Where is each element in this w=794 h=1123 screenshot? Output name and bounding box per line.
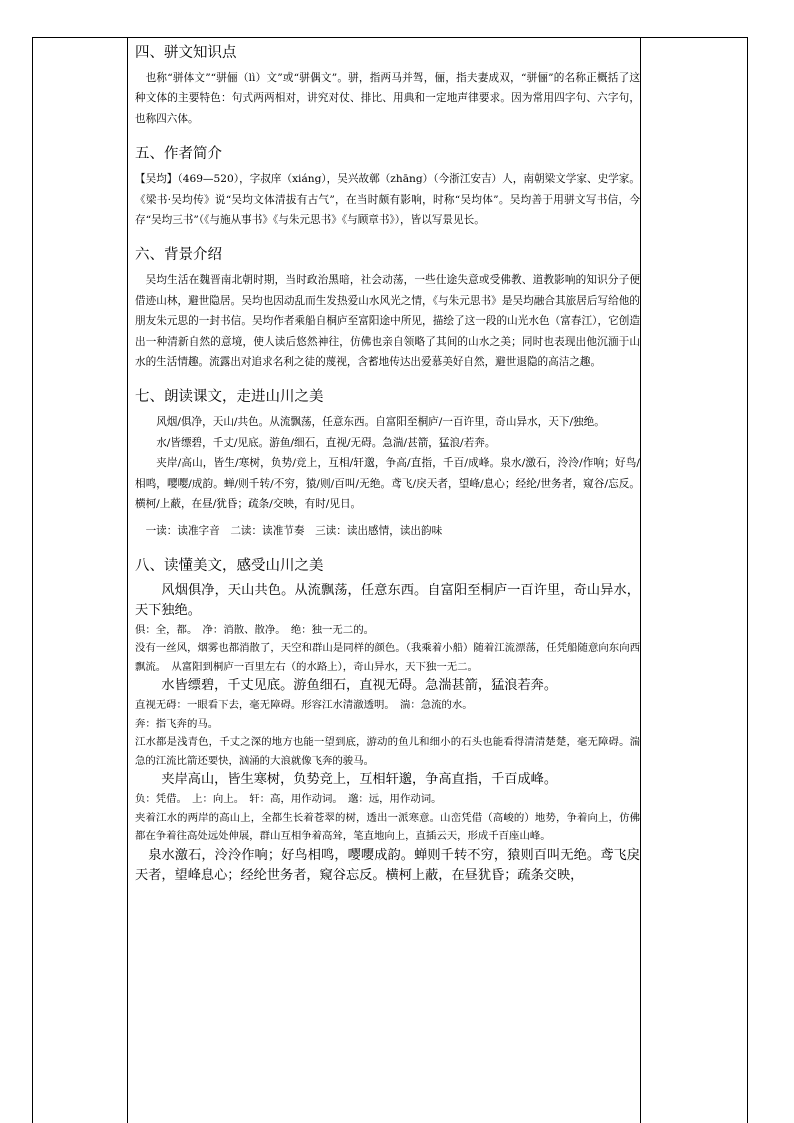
text-paragraph: 风烟/俱净，天山/共色。从流飘荡，任意东西。自富阳至桐庐/一百许里，奇山异水，天下/独绝。 [156, 416, 605, 429]
original-text: 风烟俱净，天山共色。从流飘荡，任意东西。自富阳至桐庐一百许里，奇山异水，天下独绝。 [135, 582, 640, 618]
section-reading-aloud [135, 387, 640, 540]
text-paragraph: 水/皆缥碧，千丈/见底。游鱼/细石，直视/无碍。急湍/甚箭，猛浪/若奔。 [156, 436, 496, 449]
reading-steps: 一读：读准字音 二读：读准节奏 三读：读出感情，读出韵味 [145, 524, 443, 537]
section-heading: 八、读懂美文，感受山川之美 [135, 557, 324, 574]
section-background [135, 245, 640, 372]
table-column-divider-left [127, 37, 128, 1123]
section-body: 吴均生活在魏晋南北朝时期，当时政治黑暗，社会动荡，一些仕途失意或受佛教、道教影响的知识分子便借迹山林，避世隐居。吴均也因动乱而生发热爱山水风光之情，《与朱元思书》是吴均融合其旅居后写给他的朋友朱元思的一封书信。吴均作者乘船自桐庐至富阳途中所见，描绘了这一段的山光水色（富春江），它创造出一种清新自然的意境，使人读后悠然神往，仿佛也亲自领略了其间的山水之美；同时也表现出他沉湎于山水的生活情趣。流露出对追求名利之徒的蔑视，含蓄地传达出爱慕美好自然，避世退隐的高洁之趣。 [135, 274, 640, 369]
section-body: 也称“骈体文”“骈俪（lì）文”或“骈偶文”。骈，指两马并驾，俪，指夫妻成双，“骈俪”的名称正概括了这种文体的主要特色：句式两两相对，讲究对仗、排比、用典和一定地声律要求。因为常用四字句、六字句，也称四六体。 [135, 72, 640, 125]
section-parallel-prose [135, 43, 640, 129]
section-body: 【吴均】（469—520），字叔庠（xiáng），吴兴故鄣（zhāng）（今浙江安吉）人，南朝梁文学家、史学家。《梁书·吴均传》说“吴均文体清拔有古气”，在当时颇有影响，时称“吴均体”。吴均善于用骈文写书信，今存“吴均三书”（《与施从事书》《与朱元思书》《与顾章书》），皆以写景见长。 [135, 173, 640, 227]
annotation: 负：凭借。 上：向上。 轩：高，用作动词。 邈：远，用作动词。 [135, 793, 442, 806]
annotation: 俱：全，都。 净：消散、散净。 绝：独一无二的。 [135, 623, 374, 636]
original-text: 水皆缥碧，千丈见底。游鱼细石，直视无碍。急湍甚箭，猛浪若奔。 [161, 678, 558, 694]
original-text: 夹岸高山，皆生寒树，负势竞上，互相轩邈，争高直指，千百成峰。 [161, 772, 558, 788]
table-column-divider-right [640, 37, 641, 1123]
section-heading: 五、作者简介 [135, 146, 222, 163]
section-heading: 七、朗读课文，走进山川之美 [135, 389, 324, 406]
translation: 江水都是浅青色，千丈之深的地方也能一望到底，游动的鱼儿和细小的石头也能看得清清楚楚，毫无障碍。湍急的江流比箭还要快，汹涌的大浪就像飞奔的骏马。 [135, 736, 640, 767]
section-heading: 四、骈文知识点 [135, 45, 237, 61]
section-understanding [135, 556, 640, 886]
text-paragraph: 夹岸/高山，皆生/寒树，负势/竞上，互相/轩邈，争高/直指，千百/成峰。泉水/激石，泠泠/作响；好鸟/相鸣，嘤嘤/成韵。蝉/则千转/不穷，猿/则/百叫/无绝。鸢飞/戾天者，望峰/息心；经纶/世务者，窥谷/忘反。横柯/上蔽，在昼/犹昏；疏条/交映，有时/见日。 [135, 457, 640, 511]
annotation: 奔：指飞奔的马。 [135, 717, 219, 730]
translation: 没有一丝风，烟雾也都消散了，天空和群山是同样的颜色。（我乘着小船）随着江流漂荡，任凭船随意向东向西飘流。 从富阳到桐庐一百里左右（的水路上），奇山异水，天下独一无二。 [135, 642, 640, 673]
lesson-content [135, 40, 640, 886]
annotation: 直视无碍：一眼看下去，毫无障碍。形容江水清澈透明。 湍：急流的水。 [135, 699, 473, 712]
section-heading: 六、背景介绍 [135, 247, 222, 264]
section-author [135, 144, 640, 230]
translation: 夹着江水的两岸的高山上，全都生长着苍翠的树，透出一派寒意。山峦凭借（高峻的）地势，争着向上，仿佛都在争着往高处远处伸展，群山互相争着高耸，笔直地向上，直插云天，形成千百座山峰。 [135, 811, 640, 843]
original-text: 泉水激石，泠泠作响；好鸟相鸣，嘤嘤成韵。蝉则千转不穷，猿则百叫无绝。鸢飞戾天者，望峰息心；经纶世务者，窥谷忘反。横柯上蔽，在昼犹昏；疏条交映， [135, 847, 640, 883]
